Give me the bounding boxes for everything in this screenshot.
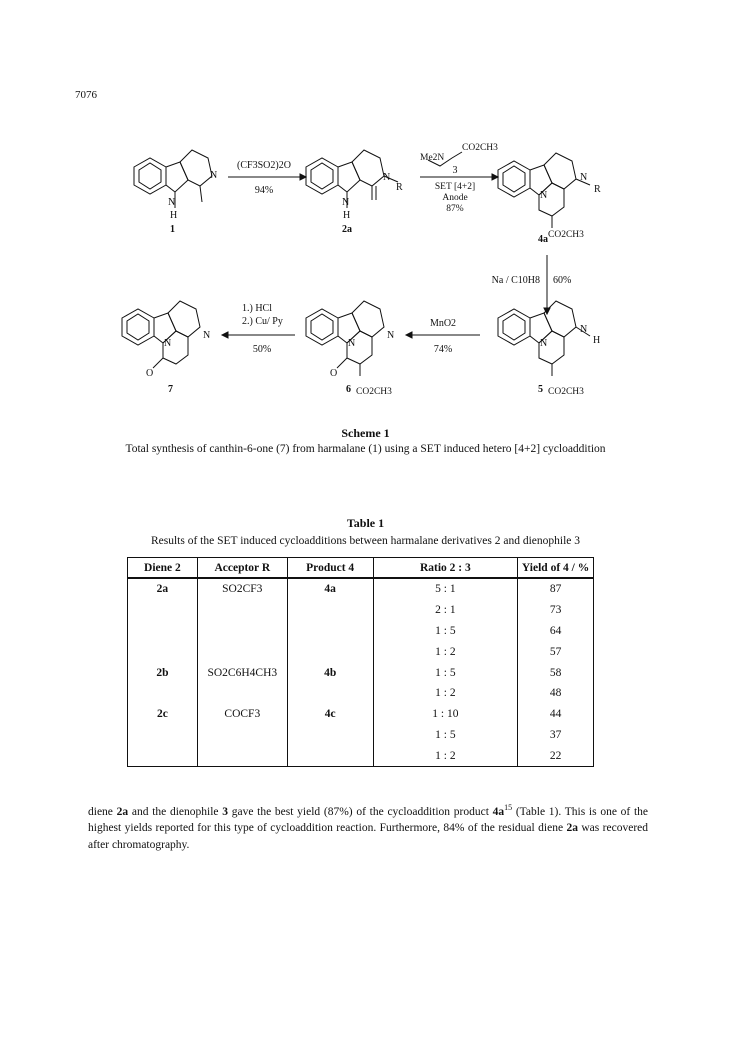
cell-acceptor [197,600,287,621]
atom-n-5a: N [540,338,548,349]
reagent-step5-line1: 1.) HCl [242,303,272,314]
atom-n-5b: N [580,324,588,335]
label-compound-2a: 2a [342,224,352,235]
atom-h-5: H [593,335,601,346]
cell-diene [128,600,198,621]
cell-ratio: 1 : 5 [373,725,518,746]
yield-step1: 94% [254,185,274,196]
para-text-3: gave the best yield (87%) of the cycloaddition product [228,805,493,818]
para-reference: 15 [504,802,513,812]
label-compound-1: 1 [170,224,175,235]
cell-product [287,683,373,704]
para-bold-1: 2a [116,805,129,818]
scheme-caption: Total synthesis of canthin-6-one (7) from harmalane (1) using a SET induced hetero [4+2] cycloaddition [125,443,606,455]
table-title: Table 1 [346,516,385,530]
dienophile-number: 3 [452,165,458,176]
atom-n-4a-b: N [580,172,588,183]
cell-acceptor: COCF3 [197,704,287,725]
cell-diene [128,621,198,642]
cell-ratio: 1 : 2 [373,683,518,704]
cell-diene: 2c [128,704,198,725]
header-acceptor: Acceptor R [197,558,287,579]
dienophile-left: Me2N [420,153,445,163]
cell-acceptor: SO2CF3 [197,578,287,600]
atom-n-4a-a: N [540,190,548,201]
label-compound-7: 7 [168,384,173,395]
cell-acceptor [197,621,287,642]
atom-h-1: H [170,210,178,221]
table-row [128,725,594,746]
reagent-step3: Na / C10H8 [491,275,540,286]
para-text-4: (Table 1). This is one of the highest yields reported for this type of cycloaddition reaction. Furthermore, 84% of the residual diene [88,805,649,835]
cell-yield: 44 [518,704,594,725]
scheme-title: Scheme 1 [341,426,390,440]
table-row [128,600,594,621]
cell-yield: 57 [518,641,594,662]
cell-product: 4b [287,662,373,683]
cell-acceptor: SO2C6H4CH3 [197,662,287,683]
reagent-step2-line1: SET [4+2] [434,182,476,192]
para-bold-3: 4a [492,805,505,818]
ester-4a: CO2CH3 [548,230,584,240]
cell-product [287,745,373,766]
reagent-step1: (CF3SO2)2O [237,160,291,171]
compound-6-structure [306,301,384,376]
atom-r-2a: R [396,182,403,193]
atom-n-6a: N [348,338,356,349]
cell-yield: 87 [518,578,594,600]
para-text-1: diene [88,805,117,818]
table-row [128,704,594,725]
cell-yield: 22 [518,745,594,766]
atom-o-6: O [330,368,338,379]
atom-n-6b: N [387,330,395,341]
table-row [128,662,594,683]
cell-diene: 2b [128,662,198,683]
table-header-row [128,558,594,579]
ester-6: CO2CH3 [356,387,392,397]
cell-yield: 73 [518,600,594,621]
cell-ratio: 1 : 5 [373,621,518,642]
cell-diene: 2a [128,578,198,600]
cell-product [287,641,373,662]
cell-ratio: 2 : 1 [373,600,518,621]
para-text-5: was recovered after chromatography. [88,822,649,852]
label-compound-4a: 4a [538,234,548,245]
cell-ratio: 1 : 2 [373,641,518,662]
atom-n-7a: N [164,338,172,349]
reagent-step4: MnO2 [429,318,457,329]
cell-yield: 37 [518,725,594,746]
header-ratio: Ratio 2 : 3 [373,558,518,579]
atom-n-2a-b: N [383,172,391,183]
atom-n-1b: N [210,170,218,181]
table-row [128,621,594,642]
cell-diene [128,683,198,704]
para-text-2: and the dienophile [128,805,223,818]
cell-acceptor [197,725,287,746]
yield-step3: 60% [553,275,572,286]
atom-n-1a: N [168,197,176,208]
table-row [128,683,594,704]
body-paragraph [88,799,648,855]
cell-diene [128,641,198,662]
header-yield: Yield of 4 / % [518,558,594,579]
para-bold-2: 3 [222,805,228,818]
header-diene: Diene 2 [128,558,198,579]
header-product: Product 4 [287,558,373,579]
table-row [128,745,594,766]
cell-product: 4c [287,704,373,725]
yield-step4: 74% [433,344,453,355]
cell-acceptor [197,683,287,704]
table-row [128,641,594,662]
results-table [127,557,594,767]
cell-product [287,725,373,746]
atom-n-2a-a: N [342,197,350,208]
cell-product [287,621,373,642]
ester-5: CO2CH3 [548,387,584,397]
label-compound-5: 5 [538,384,543,395]
atom-o-7: O [146,368,154,379]
table-row [128,578,594,600]
para-bold-4: 2a [566,822,578,835]
cell-product [287,600,373,621]
cell-ratio: 1 : 5 [373,662,518,683]
table-caption: Results of the SET induced cycloadditions between harmalane derivatives 2 and dienophile 3 [150,535,580,547]
label-compound-6: 6 [346,384,351,395]
cell-product: 4a [287,578,373,600]
yield-step2: 87% [446,204,464,214]
cell-yield: 58 [518,662,594,683]
yield-step5: 50% [252,344,272,355]
atom-n-7b: N [203,330,211,341]
cell-acceptor [197,641,287,662]
compound-7-structure [122,301,200,368]
cell-ratio: 1 : 2 [373,745,518,766]
cell-ratio: 5 : 1 [373,578,518,600]
atom-r-4a: R [594,184,601,195]
dienophile-right: CO2CH3 [462,143,498,153]
cell-yield: 48 [518,683,594,704]
cell-yield: 64 [518,621,594,642]
cell-ratio: 1 : 10 [373,704,518,725]
cell-diene [128,725,198,746]
reagent-step2-line2: Anode [442,193,468,203]
atom-h-2a: H [343,210,351,221]
page-number: 7076 [75,89,97,101]
cell-diene [128,745,198,766]
reagent-step5-line2: 2.) Cu/ Py [242,316,283,327]
reaction-scheme [0,130,731,410]
cell-acceptor [197,745,287,766]
